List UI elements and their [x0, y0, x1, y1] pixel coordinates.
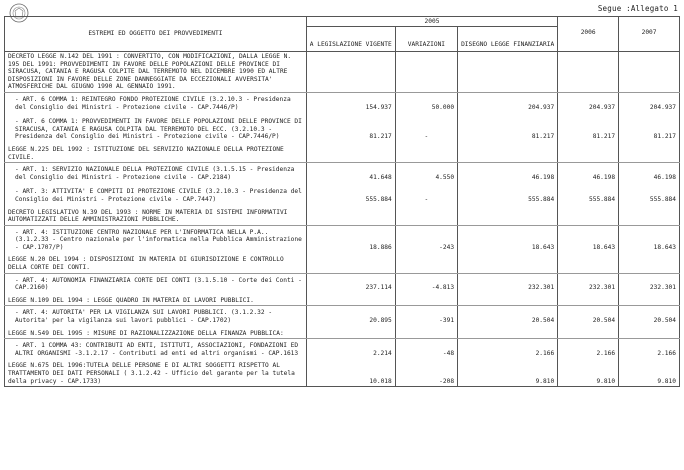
value-2007: 2.166 — [619, 339, 680, 362]
value-legislazione: 18.886 — [306, 225, 395, 255]
value-disegno: 9.810 — [458, 361, 558, 386]
value-2006: 18.643 — [558, 225, 619, 255]
value-2007: 9.810 — [619, 361, 680, 386]
value-2006: 204.937 — [558, 92, 619, 115]
value-2007: 204.937 — [619, 92, 680, 115]
value-2007: 81.217 — [619, 115, 680, 145]
value-legislazione: 10.018 — [306, 361, 395, 386]
row-description: LEGGE N.549 DEL 1995 : MISURE DI RAZIONALIZZAZIONE DELLA FINANZA PUBBLICA: — [5, 329, 307, 339]
value-disegno: 20.504 — [458, 306, 558, 329]
value-disegno: 555.884 — [458, 185, 558, 207]
table-row — [5, 296, 680, 306]
value-variazioni: - — [395, 115, 457, 145]
value-variazioni: - — [395, 185, 457, 207]
row-description: - ART. 6 COMMA 1: PROVVEDIMENTI IN FAVORE DELLE POPOLAZIONI DELLE PROVINCE DI SIRACUSA, CATANIA E RAGUSA COLPITA DAL TERREMOTO DEL ECC. (3.2.10.3 - Presidenza del Consiglio dei Ministri - Protezione civile - CAP.7446/P) — [5, 115, 307, 145]
value-2006: 20.504 — [558, 306, 619, 329]
value-2007: 232.301 — [619, 273, 680, 296]
row-description: - ART. 4: AUTORITA' PER LA VIGILANZA SUI LAVORI PUBBLICI. (3.1.2.32 - Autorita' per la vigilanza sui lavori pubblici - CAP.1702) — [5, 306, 307, 329]
value-disegno: 232.301 — [458, 273, 558, 296]
value-2007: 46.198 — [619, 163, 680, 186]
row-description: LEGGE N.109 DEL 1994 : LEGGE QUADRO IN MATERIA DI LAVORI PUBBLICI. — [5, 296, 307, 306]
table-row — [5, 208, 680, 226]
row-description: - ART. 4: AUTONOMIA FINANZIARIA CORTE DEI CONTI (3.1.5.10 - Corte dei Conti - CAP.2160) — [5, 273, 307, 296]
value-2006: 46.198 — [558, 163, 619, 186]
year-2006-header: 2006 — [558, 17, 619, 52]
value-2007: 18.643 — [619, 225, 680, 255]
header-note: Segue :Allegato 1 — [597, 4, 678, 13]
value-2006: 2.166 — [558, 339, 619, 362]
value-variazioni: -243 — [395, 225, 457, 255]
value-legislazione: 237.114 — [306, 273, 395, 296]
value-variazioni: -48 — [395, 339, 457, 362]
row-description: - ART. 3: ATTIVITA' E COMPITI DI PROTEZIONE CIVILE (3.2.10.3 - Presidenza del Consiglio dei Ministri - Protezione civile - CAP.7447) — [5, 185, 307, 207]
row-description: DECRETO LEGISLATIVO N.39 DEL 1993 : NORME IN MATERIA DI SISTEMI INFORMATIVI AUTOMATIZZATI DELLE AMMINISTRAZIONI PUBBLICHE. — [5, 208, 307, 226]
appropriations-table — [4, 16, 680, 387]
value-legislazione: 154.937 — [306, 92, 395, 115]
table-row — [5, 92, 680, 115]
row-description: LEGGE N.675 DEL 1996:TUTELA DELLE PERSONE E DI ALTRI SOGGETTI RISPETTO AL TRATTAMENTO DEI DATI PERSONALI ( 3.1.2.42 - Ufficio del garante per la tutela della privacy - CAP.1733) — [5, 361, 307, 386]
value-2006: 9.810 — [558, 361, 619, 386]
value-variazioni: -4.813 — [395, 273, 457, 296]
table-row — [5, 306, 680, 329]
year-2007-header: 2007 — [619, 17, 680, 52]
row-description: - ART. 6 COMMA 1: REINTEGRO FONDO PROTEZIONE CIVILE (3.2.10.3 - Presidenza del Consiglio dei Ministri - Protezione civile - CAP.7446/P) — [5, 92, 307, 115]
col-legislazione-header: A LEGISLAZIONE VIGENTE — [306, 27, 395, 52]
table-row — [5, 52, 680, 93]
table-row — [5, 361, 680, 386]
table-row — [5, 329, 680, 339]
value-2006: 555.884 — [558, 185, 619, 207]
table-row — [5, 145, 680, 163]
col-variazioni-header: VARIAZIONI — [395, 27, 457, 52]
value-2007: 20.504 — [619, 306, 680, 329]
value-disegno: 204.937 — [458, 92, 558, 115]
value-disegno: 46.198 — [458, 163, 558, 186]
value-disegno: 18.643 — [458, 225, 558, 255]
table-row — [5, 115, 680, 145]
table-row — [5, 339, 680, 362]
table-row — [5, 163, 680, 186]
value-legislazione: 555.884 — [306, 185, 395, 207]
row-description: - ART. 1 COMMA 43: CONTRIBUTI AD ENTI, ISTITUTI, ASSOCIAZIONI, FONDAZIONI ED ALTRI ORGANISMI -3.1.2.17 - Contributi ad enti ed altri organismi - CAP.1613 — [5, 339, 307, 362]
row-description: LEGGE N.225 DEL 1992 : ISTITUZIONE DEL SERVIZIO NAZIONALE DELLA PROTEZIONE CIVILE. — [5, 145, 307, 163]
row-description: DECRETO LEGGE N.142 DEL 1991 : CONVERTITO, CON MODIFICAZIONI, DALLA LEGGE N. 195 DEL 1991: PROVVEDIMENTI IN FAVORE DELLE POPOLAZIONI DELLE PROVINCE DI SIRACUSA, CATANIA E RAGUSA COLPITE DAL TERREMOTO NEL DICEMBRE 1990 ED ALTRE DISPOSIZIONI IN FAVORE DELLE ZONE DANNEGGIATE DA ECCEZIONALI AVVERSITA' ATMOSFERICHE DAL GIUGNO 1990 AL GENNAIO 1991. — [5, 52, 307, 93]
value-variazioni: 50.000 — [395, 92, 457, 115]
row-description: LEGGE N.20 DEL 1994 : DISPOSIZIONI IN MATERIA DI GIURISDIZIONE E CONTROLLO DELLA CORTE DEI CONTI. — [5, 255, 307, 273]
table-row — [5, 225, 680, 255]
table-row — [5, 185, 680, 207]
col-disegno-header: DISEGNO LEGGE FINANZIARIA — [458, 27, 558, 52]
value-2007: 555.884 — [619, 185, 680, 207]
value-variazioni: -391 — [395, 306, 457, 329]
row-description: - ART. 4: ISTITUZIONE CENTRO NAZIONALE PER L'INFORMATICA NELLA P.A.. (3.1.2.33 - Centro nazionale per l'informatica nella Pubblica Amministrazione - CAP.1707/P) — [5, 225, 307, 255]
value-legislazione: 2.214 — [306, 339, 395, 362]
value-2006: 232.301 — [558, 273, 619, 296]
table-row — [5, 255, 680, 273]
value-variazioni: 4.550 — [395, 163, 457, 186]
value-variazioni: -208 — [395, 361, 457, 386]
value-2006: 81.217 — [558, 115, 619, 145]
value-legislazione: 41.648 — [306, 163, 395, 186]
value-disegno: 2.166 — [458, 339, 558, 362]
year-2005-header: 2005 — [306, 17, 557, 27]
column-title: ESTREMI ED OGGETTO DEI PROVVEDIMENTI — [5, 17, 307, 52]
table-row — [5, 273, 680, 296]
row-description: - ART. 1: SERVIZIO NAZIONALE DELLA PROTEZIONE CIVILE (3.1.5.15 - Presidenza del Consiglio dei Ministri - Protezione civile - CAP.2184) — [5, 163, 307, 186]
value-legislazione: 81.217 — [306, 115, 395, 145]
value-legislazione: 20.895 — [306, 306, 395, 329]
value-disegno: 81.217 — [458, 115, 558, 145]
